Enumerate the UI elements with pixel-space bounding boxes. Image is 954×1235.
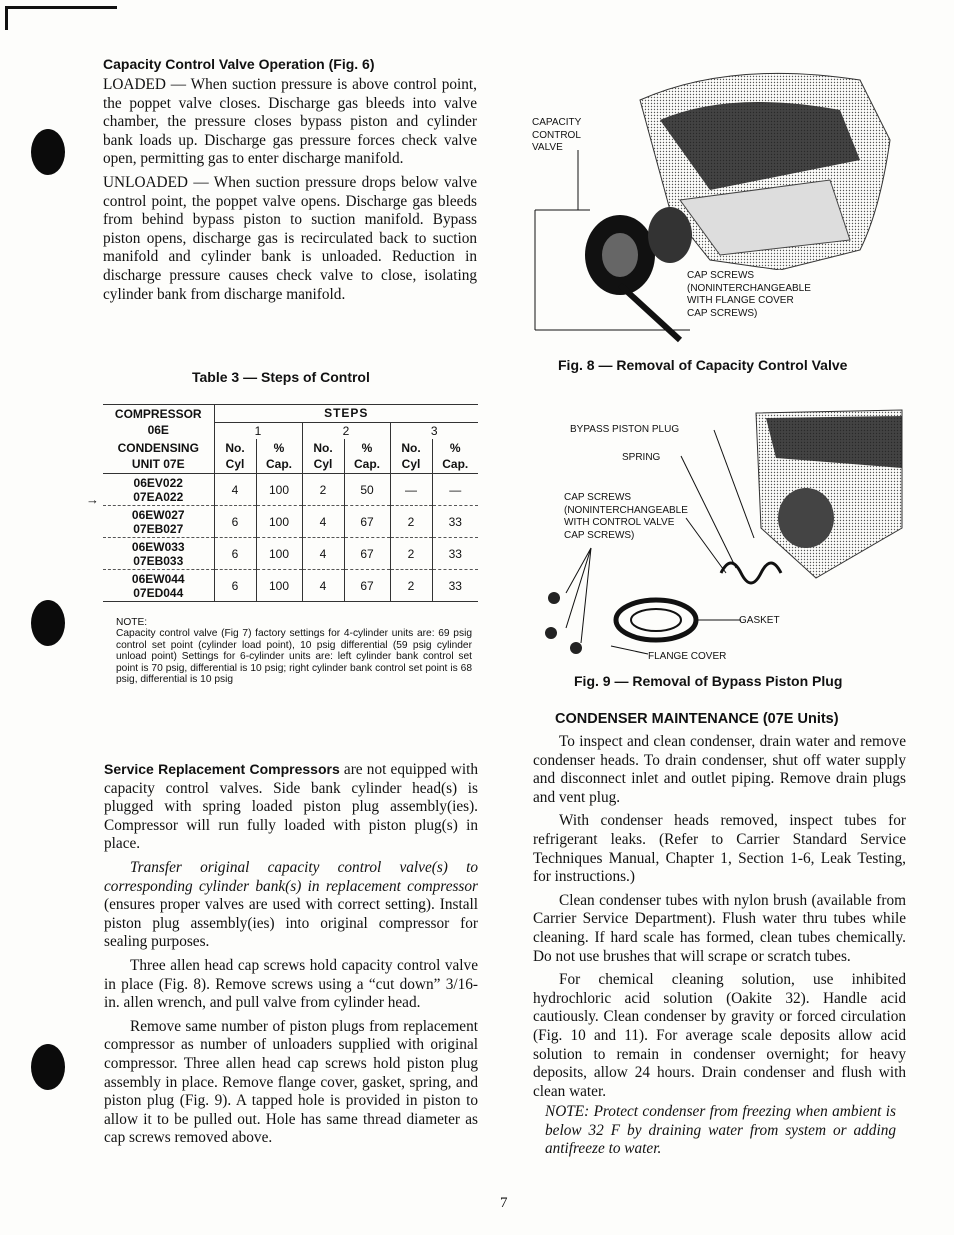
binder-hole-icon <box>31 129 65 175</box>
header-no-cyl-3: No. Cyl <box>390 439 432 474</box>
header-pct-cap-3: % Cap. <box>442 441 469 471</box>
corner-mark-vertical <box>5 6 8 30</box>
header-pct-cap-2: % Cap. <box>344 439 390 474</box>
fig9-label-flange: FLANGE COVER <box>648 651 727 662</box>
condenser-p1: To inspect and clean condenser, drain water and remove condenser heads. To drain condenser, shut off water supply and disconnect inlet and outlet piping. Remove drain plugs and vent plug. <box>533 733 906 806</box>
table-row: 06EW044 07ED044 6 100 4 67 2 33 <box>103 570 478 602</box>
header-pct-cap-1: % Cap. <box>256 439 302 474</box>
table-row: 06EW033 07EB033 6 100 4 67 2 33 <box>103 538 478 570</box>
steps-table <box>103 404 478 602</box>
corner-mark <box>5 6 117 9</box>
header-condensing: CONDENSING UNIT 07E <box>103 439 214 474</box>
condenser-p4: For chemical cleaning solution, use inhibited hydrochloric acid solution (Oakite 32). Handle acid cautiously. Clean condenser by gravity or forced circulation (Fig. 10 and 11). For average scale deposits allow acid solution to remain in condenser overnight; for heavy deposits, allow 24 hours. Drain condenser and flush with clean water. <box>533 971 906 1100</box>
right-column-text <box>533 711 906 1159</box>
table-note <box>116 617 472 685</box>
fig8-caption: Fig. 8 — Removal of Capacity Control Valve <box>558 357 848 373</box>
service-paragraph: Service Replacement Compressors are not equipped with capacity control valves. Side bank cylinder head(s) is plugged with spring loaded piston plug assembly(ies). Compressor will run fully loaded with piston plug(s) in place. <box>104 761 478 853</box>
header-step-2: 2 <box>302 422 390 439</box>
header-steps: STEPS <box>214 405 478 423</box>
header-step-1: 1 <box>214 422 302 439</box>
binder-hole-icon <box>31 1044 65 1090</box>
table-row: 06EV022 07EA022 4 100 2 50 — — <box>103 474 478 506</box>
table-title: Table 3 — Steps of Control <box>192 369 370 385</box>
header-step-3: 3 <box>430 423 438 438</box>
cap-control-heading: Capacity Control Valve Operation (Fig. 6) <box>103 56 375 72</box>
header-no-cyl-1: No. Cyl <box>214 439 256 474</box>
note-label: NOTE: <box>116 617 148 628</box>
fig9-label-spring: SPRING <box>622 452 661 463</box>
fig9-label-bypass: BYPASS PISTON PLUG <box>570 424 680 435</box>
loaded-paragraph: LOADED — When suction pressure is above control point, the poppet valve closes. Discharge gas bleeds into valve chamber, the pressure closes bypass piston and cylinder bank loads up. Discharge gas pressure forces check valve open, permitting gas to enter discharge manifold. <box>103 76 477 168</box>
left-column <box>103 56 477 304</box>
binder-hole-icon <box>31 600 65 646</box>
header-compressor: COMPRESSOR 06E <box>103 405 214 440</box>
remove-same-paragraph: Remove same number of piston plugs from replacement compressor as number of unloaders supplied with original compressor. Three allen head cap screws hold piston plug assembly in place. Remove flange cover, gasket, spring, and piston plug (Fig. 9). A tapped hole is provided in piston to allow it to be pulled out. Hole has same thread diameter as cap screws removed above. <box>104 1017 478 1147</box>
fig9-label-cap-screws: CAP SCREWS (NONINTERCHANGEABLE WITH CONTROL VALVE CAP SCREWS) <box>564 492 688 541</box>
row-marker-arrow-icon: → <box>86 492 99 507</box>
condenser-p2: With condenser heads removed, inspect tubes for refrigerant leaks. (Refer to Carrier Standard Service Techniques Manual, Chapter 1, Section 1-6, Leak Testing, for instructions.) <box>533 812 906 886</box>
fig9-caption: Fig. 9 — Removal of Bypass Piston Plug <box>574 673 843 689</box>
fig8-label-valve: CAPACITY CONTROL VALVE <box>532 117 582 153</box>
fig9-label-gasket: GASKET <box>739 615 780 626</box>
three-allen-paragraph: Three allen head cap screws hold capacity control valve in place (Fig. 8). Remove screws using a “cut down” 3/16-in. allen wrench, and pull valve from cylinder head. <box>104 956 478 1012</box>
header-no-cyl-2: No. Cyl <box>302 439 344 474</box>
note-text: Capacity control valve (Fig 7) factory settings for 4-cylinder units are: 69 psig control set point (cylinder load point), 10 psig differential (59 psig cylinder unload point) Settings for 6-cylinder units are: left cylinder bank control set point is 70 psig, differential is 10 psig; right cylinder bank control set point is 68 psig, differential is 10 psig <box>116 628 472 686</box>
unloaded-paragraph: UNLOADED — When suction pressure drops below valve control point, the poppet valve opens. Discharge gas bleeds from behind bypass piston to suction manifold. Bypass piston opens, discharge gas is recirculated back to suction manifold and cylinder bank is unloaded. Reduction in discharge pressure causes check valve to close, isolating cylinder bank from discharge manifold. <box>103 173 477 303</box>
condenser-note: NOTE: Protect condenser from freezing when ambient is below 32 F by draining water from system or adding antifreeze to water. <box>545 1103 896 1158</box>
page-number: 7 <box>500 1195 508 1211</box>
condenser-heading: CONDENSER MAINTENANCE (07E Units) <box>555 711 839 727</box>
transfer-paragraph: Transfer original capacity control valve(s) to corresponding cylinder bank(s) in replacement compressor (ensures proper valves are used with correct setting). Install piston plug assembly(ies) into original compressor for sealing purposes. <box>104 858 478 951</box>
steps-table-wrapper <box>103 404 478 602</box>
fig8-label-cap-screws: CAP SCREWS (NONINTERCHANGEABLE WITH FLANGE COVER CAP SCREWS) <box>687 270 811 319</box>
left-column-lower <box>104 760 478 1148</box>
service-heading: Service Replacement Compressors <box>104 761 340 777</box>
condenser-p3: Clean condenser tubes with nylon brush (available from Carrier Service Department). Flush water thru tubes while cleaning. If hard scale has formed, clean tubes chemically. Do not use brushes that will scrape or scratch tubes. <box>533 891 906 965</box>
table-row: 06EW027 07EB027 6 100 4 67 2 33 <box>103 506 478 538</box>
